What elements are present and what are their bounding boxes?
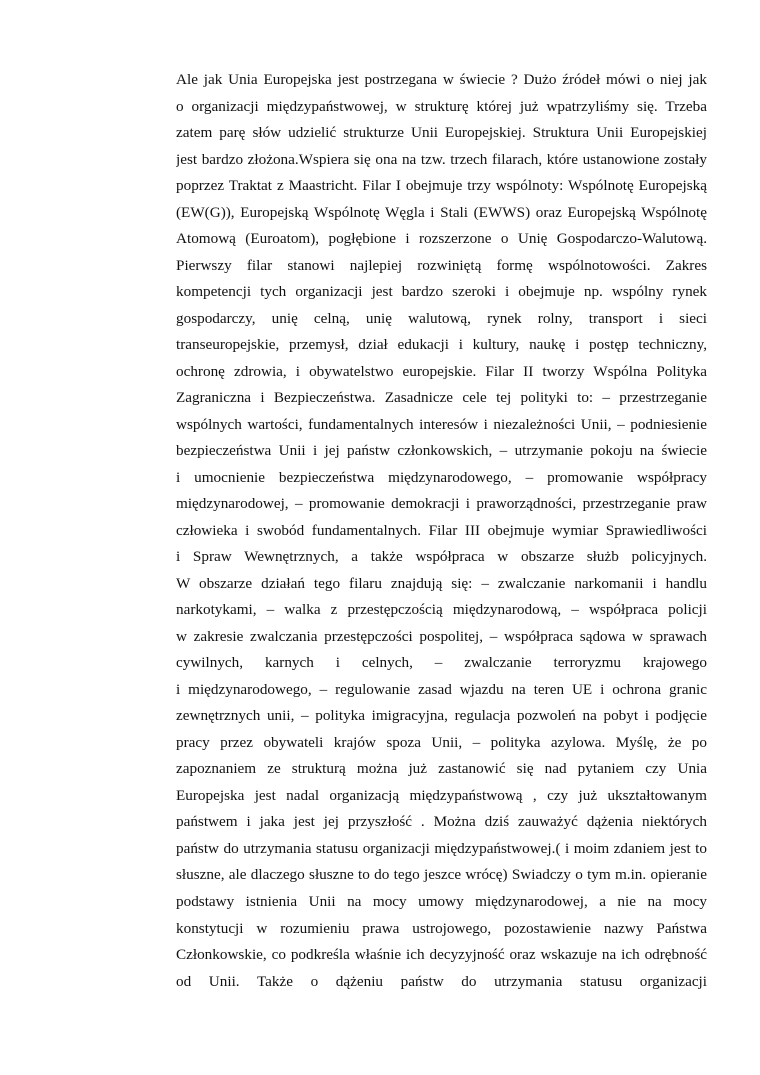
text-line: od Unii. Także o dążeniu państw do utrzymania statusu organizacji (176, 972, 707, 990)
text-line: konstytucji w rozumieniu prawa ustrojowego, pozostawienie nazwy Państwa (176, 919, 707, 937)
text-line: Ale jak Unia Europejska jest postrzegana w świecie ? Dużo źródeł mówi o niej jak (176, 71, 707, 88)
text-line: Pierwszy filar stanowi najlepiej rozwiniętą formę wspólnotowości. Zakres (176, 256, 707, 274)
text-line: (EW(G)), Europejską Wspólnotę Węgla i Stali (EWWS) oraz Europejską Wspólnotę (176, 203, 707, 221)
text-line: bezpieczeństwa Unii i jej państw członkowskich, – utrzymanie pokoju na świecie (176, 442, 707, 460)
text-line: w zakresie zwalczania przestępczości pospolitej, – współpraca sądowa w sprawach (176, 627, 707, 645)
text-line: transeuropejskie, przemysł, dział edukacji i kultury, naukę i postęp techniczny, (176, 336, 707, 354)
text-line: jest bardzo złożona.Wspiera się ona na tzw. trzech filarach, które ustanowione zostały (176, 150, 707, 168)
text-line: człowieka i swobód fundamentalnych. Filar III obejmuje wymiar Sprawiedliwości (176, 521, 707, 539)
text-line: gospodarczy, unię celną, unię walutową, rynek rolny, transport i sieci (176, 309, 707, 327)
text-line: zapoznaniem ze strukturą można już zastanowić się nad pytaniem czy Unia (176, 760, 707, 778)
text-line: wspólnych wartości, fundamentalnych interesów i niezależności Unii, – podniesienie (176, 415, 707, 433)
body-text (176, 67, 707, 995)
text-line: podstawy istnienia Unii na mocy umowy międzynarodowej, a nie na mocy (176, 892, 707, 910)
text-line: międzynarodowej, – promowanie demokracji i praworządności, przestrzeganie praw (176, 495, 707, 513)
text-line: o organizacji międzypaństwowej, w strukturę której już wpatrzyliśmy się. Trzeba (176, 97, 707, 115)
text-line: Członkowskie, co podkreśla właśnie ich decyzyjność oraz wskazuje na ich odrębność (176, 946, 707, 964)
text-line: poprzez Traktat z Maastricht. Filar I obejmuje trzy wspólnoty: Wspólnotę Europejską (176, 177, 707, 195)
text-line: i międzynarodowego, – regulowanie zasad wjazdu na teren UE i ochrona granic (176, 680, 707, 698)
text-line: W obszarze działań tego filaru znajdują się: – zwalczanie narkomanii i handlu (176, 574, 707, 592)
text-line: państw do utrzymania statusu organizacji międzypaństwowej.( i moim zdaniem jest to (176, 839, 707, 857)
text-line: pracy przez obywateli krajów spoza Unii, – polityka azylowa. Myślę, że po (176, 733, 707, 751)
text-line: i umocnienie bezpieczeństwa międzynarodowego, – promowanie współpracy (176, 468, 707, 486)
text-line: Atomową (Euroatom), pogłębione i rozszerzone o Unię Gospodarczo-Walutową. (176, 230, 707, 248)
text-line: Zagraniczna i Bezpieczeństwa. Zasadnicze cele tej polityki to: – przestrzeganie (176, 389, 707, 407)
text-line: zatem parę słów udzielić strukturze Unii Europejskiej. Struktura Unii Europejskiej (176, 124, 707, 142)
text-line: kompetencji tych organizacji jest bardzo szeroki i obejmuje np. wspólny rynek (176, 283, 707, 301)
text-line: Europejska jest nadal organizacją międzypaństwową , czy już ukształtowanym (176, 786, 707, 804)
text-line: zewnętrznych unii, – polityka imigracyjna, regulacja pozwoleń na pobyt i podjęcie (176, 707, 707, 725)
text-line: narkotykami, – walka z przestępczością międzynarodową, – współpraca policji (176, 601, 707, 619)
text-line: państwem i jaka jest jej przyszłość . Można dziś zauważyć dążenia niektórych (176, 813, 707, 831)
text-line: słuszne, ale dlaczego słuszne to do tego jeszce wrócę) Swiadczy o tym m.in. opieranie (176, 866, 707, 884)
text-line: cywilnych, karnych i celnych, – zwalczanie terroryzmu krajowego (176, 654, 707, 672)
text-line: ochronę zdrowia, i obywatelstwo europejskie. Filar II tworzy Wspólna Polityka (176, 362, 707, 380)
text-line: i Spraw Wewnętrznych, a także współpraca w obszarze służb policyjnych. (176, 548, 707, 566)
